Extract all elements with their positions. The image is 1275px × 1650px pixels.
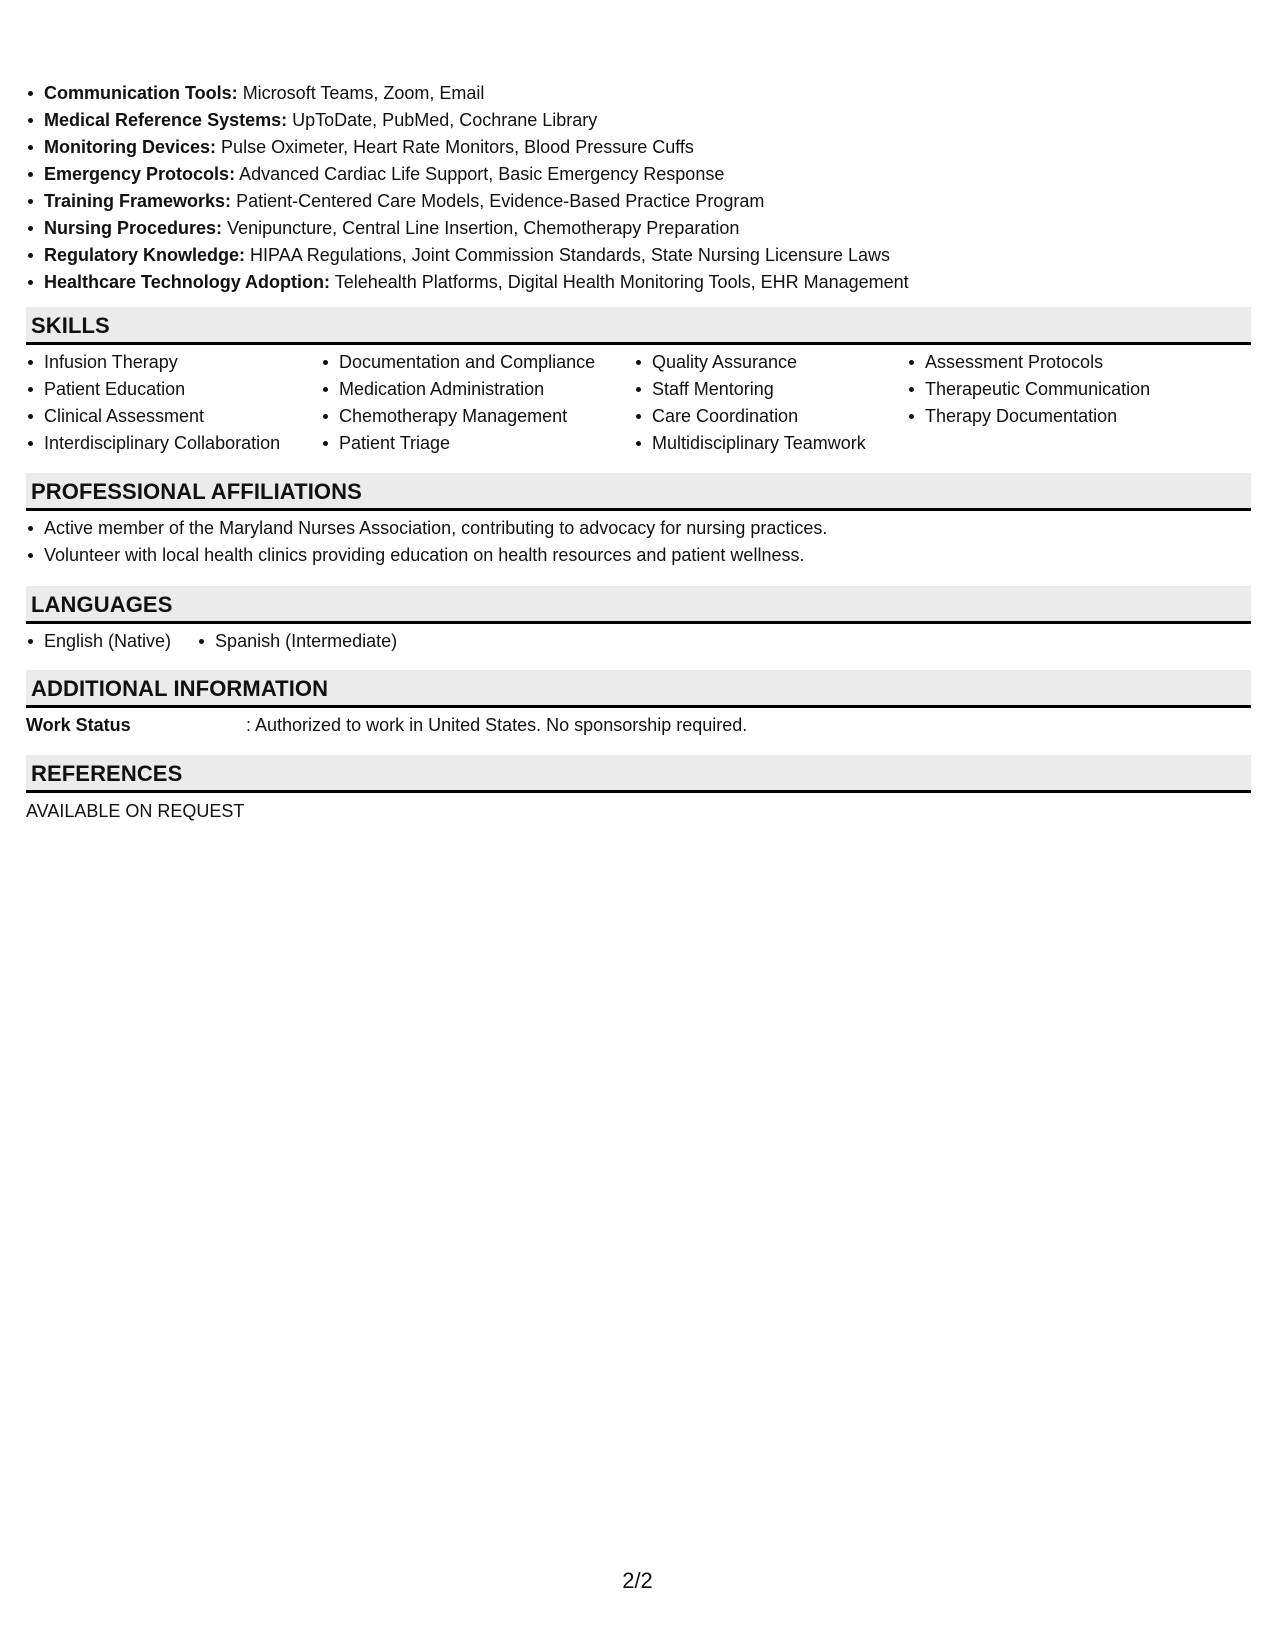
skill-item: Infusion Therapy [26,349,321,376]
tools-list [26,80,1251,296]
tool-label: Training Frameworks: [44,191,232,211]
tool-label: Communication Tools: [44,83,238,103]
tool-label: Monitoring Devices: [44,137,217,157]
tool-value: Patient-Centered Care Models, Evidence-Based Practice Program [236,191,765,211]
additional-info-section-title: ADDITIONAL INFORMATION [26,670,1251,708]
skill-item: Clinical Assessment [26,403,321,430]
tool-label: Healthcare Technology Adoption: [44,272,331,292]
references-text: AVAILABLE ON REQUEST [26,801,245,821]
skills-column [907,349,1207,457]
skills-section-title: SKILLS [26,307,1251,345]
skills-column [26,349,321,457]
skill-item: Staff Mentoring [634,376,907,403]
list-item [26,242,1251,269]
resume-page [26,80,1251,825]
skill-item: Therapeutic Communication [907,376,1207,403]
tool-label: Nursing Procedures: [44,218,223,238]
tool-label: Emergency Protocols: [44,164,236,184]
work-status-value: : Authorized to work in United States. No sponsorship required. [246,715,748,735]
tool-value: Pulse Oximeter, Heart Rate Monitors, Blood Pressure Cuffs [221,137,694,157]
skill-item: Documentation and Compliance [321,349,634,376]
skill-item: Patient Education [26,376,321,403]
language-item: Spanish (Intermediate) [197,628,397,655]
skill-item: Care Coordination [634,403,907,430]
tool-value: Advanced Cardiac Life Support, Basic Emergency Response [239,164,725,184]
list-item [26,107,1251,134]
tool-value: UpToDate, PubMed, Cochrane Library [292,110,598,130]
tool-value: HIPAA Regulations, Joint Commission Standards, State Nursing Licensure Laws [250,245,891,265]
skill-item: Patient Triage [321,430,634,457]
list-item [26,134,1251,161]
list-item [26,269,1251,296]
language-item: English (Native) [26,628,171,655]
list-item [26,161,1251,188]
skill-item: Medication Administration [321,376,634,403]
list-item [26,215,1251,242]
tool-label: Medical Reference Systems: [44,110,288,130]
skills-column [634,349,907,457]
tool-value: Telehealth Platforms, Digital Health Monitoring Tools, EHR Management [334,272,909,292]
work-status-row [26,712,1251,739]
list-item [26,80,1251,107]
skills-column [321,349,634,457]
affiliation-item: Volunteer with local health clinics providing education on health resources and patient wellness. [26,542,1251,569]
skill-item: Interdisciplinary Collaboration [26,430,321,457]
languages-list [26,628,1251,655]
references-section-title: REFERENCES [26,755,1251,793]
languages-section-title: LANGUAGES [26,586,1251,624]
page-number: 2/2 [622,1568,653,1593]
tool-value: Venipuncture, Central Line Insertion, Chemotherapy Preparation [227,218,740,238]
skill-item: Multidisciplinary Teamwork [634,430,907,457]
list-item [26,188,1251,215]
tool-value: Microsoft Teams, Zoom, Email [242,83,485,103]
skill-item: Therapy Documentation [907,403,1207,430]
skills-grid [26,349,1251,457]
affiliations-list [26,515,1251,569]
skill-item: Quality Assurance [634,349,907,376]
skill-item: Assessment Protocols [907,349,1207,376]
affiliations-section-title: PROFESSIONAL AFFILIATIONS [26,473,1251,511]
work-status-label: Work Status [26,715,131,735]
skill-item: Chemotherapy Management [321,403,634,430]
tool-label: Regulatory Knowledge: [44,245,246,265]
affiliation-item: Active member of the Maryland Nurses Association, contributing to advocacy for nursing practices. [26,515,1251,542]
